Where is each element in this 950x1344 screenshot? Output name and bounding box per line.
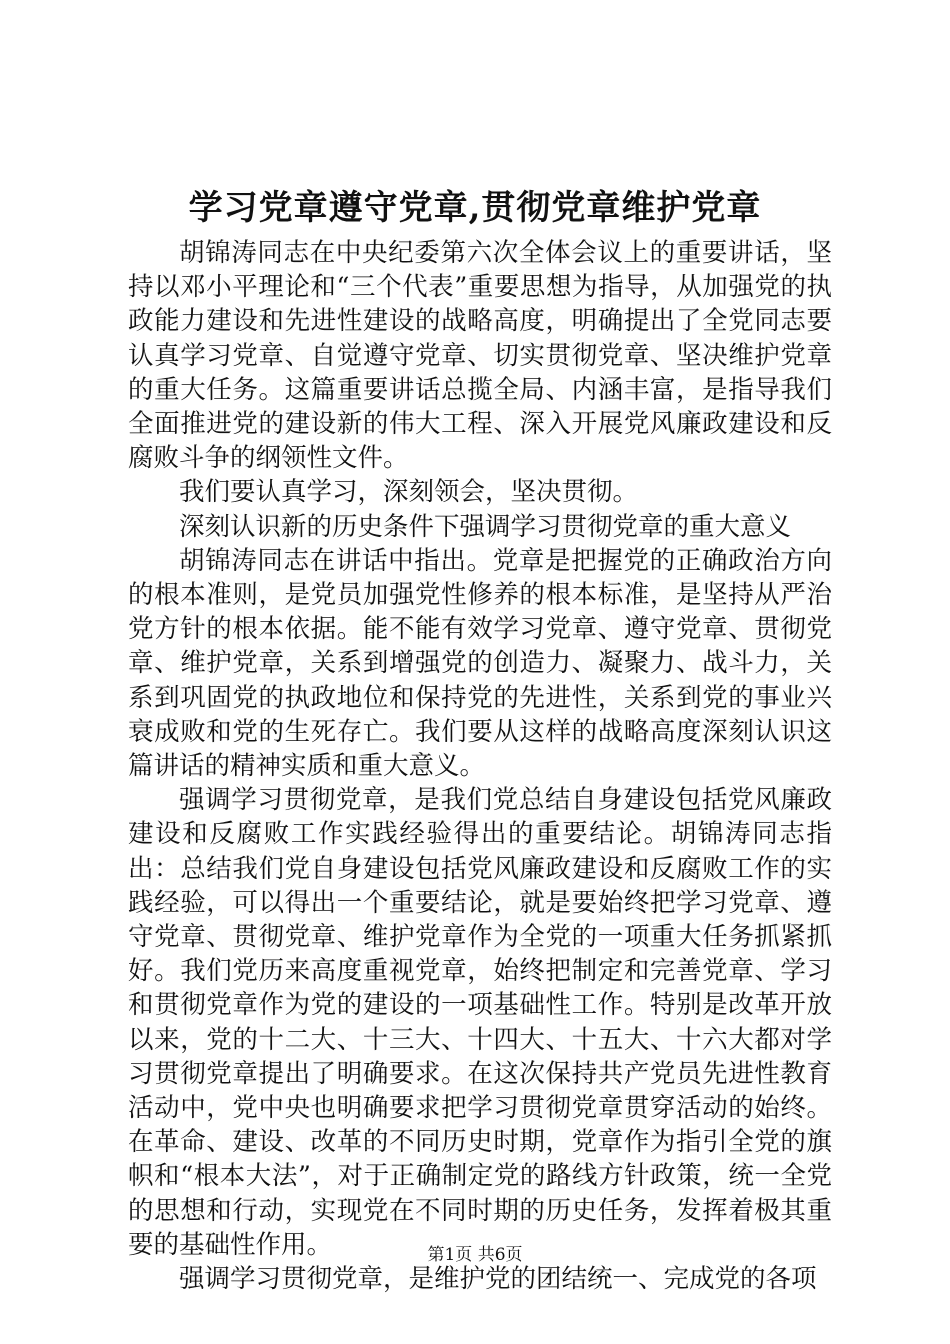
document-title: 学习党章遵守党章,贯彻党章维护党章 [188,188,762,228]
paragraph: 胡锦涛同志在中央纪委第六次全体会议上的重要讲话，坚持以邓小平理论和“三个代表”重要思想为指导，从加强党的执政能力建设和先进性建设的战略高度，明确提出了全党同志要认真学习党章、自觉遵守党章、切实贯彻党章、坚决维护党章的重大任务。这篇重要讲话总揽全局、内涵丰富，是指导我们全面推进党的建设新的伟大工程、深入开展党风廉政建设和反腐败斗争的纲领性文件。 [128,238,832,474]
paragraph: 强调学习贯彻党章，是维护党的团结统一、完成党的各项 [179,1264,817,1295]
paragraph: 强调学习贯彻党章，是我们党总结自身建设包括党风廉政建设和反腐败工作实践经验得出的重要结论。胡锦涛同志指出：总结我们党自身建设包括党风廉政建设和反腐败工作的实践经验，可以得出一个重要结论，就是要始终把学习党章、遵守党章、贯彻党章、维护党章作为全党的一项重大任务抓紧抓好。我们党历来高度重视党章，始终把制定和完善党章、学习和贯彻党章作为党的建设的一项基础性工作。特别是改革开放以来，党的十二大、十三大、十四大、十五大、十六大都对学习贯彻党章提出了明确要求。在这次保持共产党员先进性教育活动中，党中央也明确要求把学习贯彻党章贯穿活动的始终。在革命、建设、改革的不同历史时期，党章作为指引全党的旗帜和“根本大法”，对于正确制定党的路线方针政策，统一全党的思想和行动，实现党在不同时期的历史任务，发挥着极其重要的基础性作用。 [128,785,832,1260]
section-heading: 深刻认识新的历史条件下强调学习贯彻党章的重大意义 [179,511,792,542]
page-footer: 第1页 共6页 [427,1245,523,1265]
paragraph: 胡锦涛同志在讲话中指出。党章是把握党的正确政治方向的根本准则，是党员加强党性修养的根本标准，是坚持从严治党方针的根本依据。能不能有效学习党章、遵守党章、贯彻党章、维护党章，关系到增强党的创造力、凝聚力、战斗力，关系到巩固党的执政地位和保持党的先进性，关系到党的事业兴衰成败和党的生死存亡。我们要从这样的战略高度深刻认识这篇讲话的精神实质和重大意义。 [128,545,832,782]
paragraph: 我们要认真学习，深刻领会，坚决贯彻。 [179,477,639,508]
document-body [128,236,832,1296]
